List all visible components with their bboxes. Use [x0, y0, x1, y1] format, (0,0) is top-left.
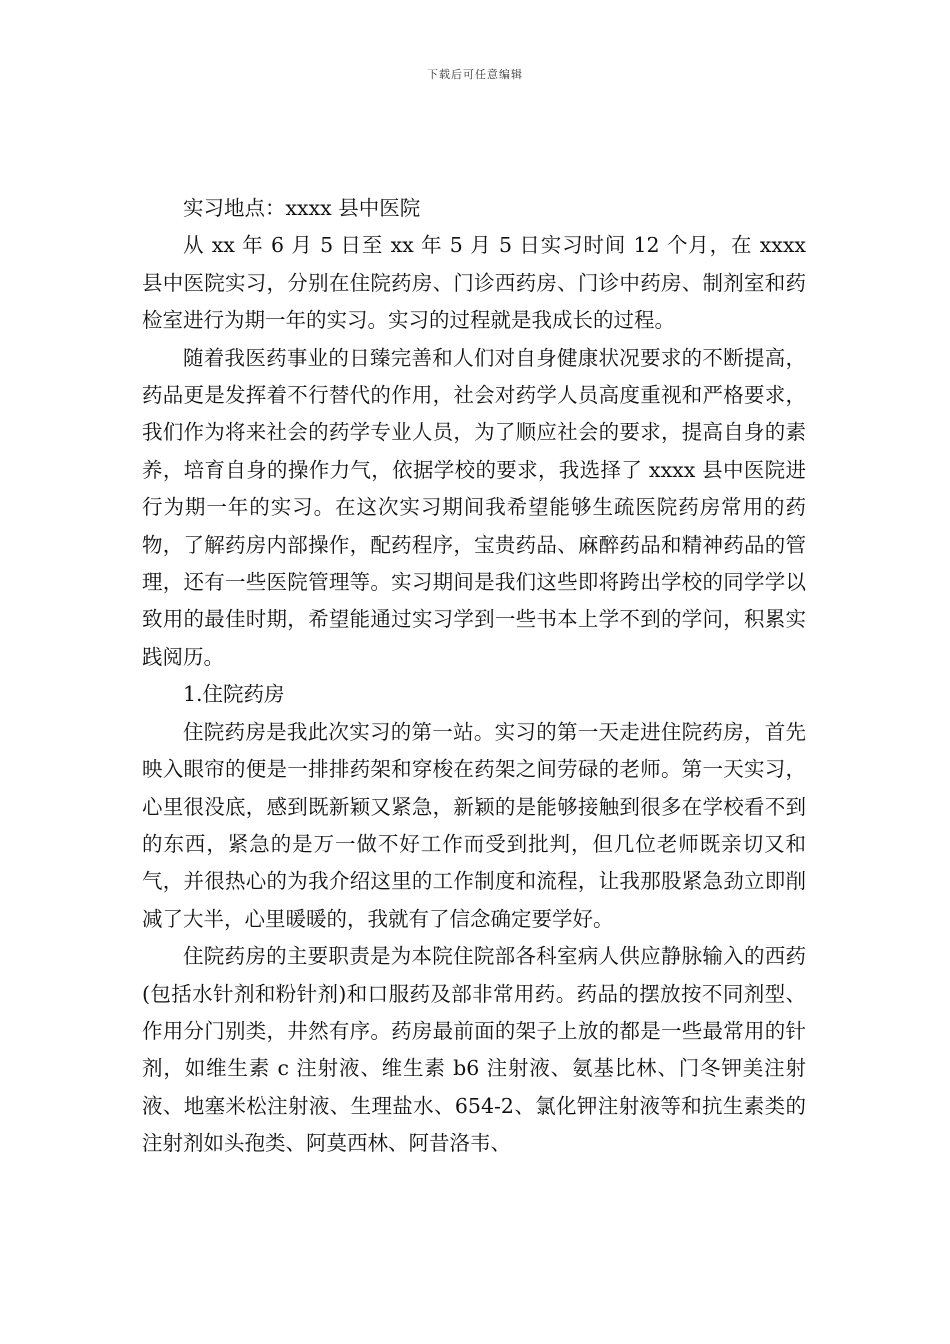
paragraph-duties: 住院药房的主要职责是为本院住院部各科室病人供应静脉输入的西药(包括水针剂和粉针剂)和口服药及部非常用药。药品的摆放按不同剂型、作用分门别类，井然有序。药房最前面的架子上放的都是一些最常用的针剂，如维生素 c 注射液、维生素 b6 注射液、氨基比林、门冬钾美注射液、地塞米松注射液、生理盐水、654-2、氯化钾注射液等和抗生素类的注射剂如头孢类、阿莫西林、阿昔洛韦、 [142, 944, 806, 1156]
paragraph-purpose: 随着我医药事业的日臻完善和人们对自身健康状况要求的不断提高，药品更是发挥着不行替代的作用，社会对药学人员高度重视和严格要求，我们作为将来社会的药学专业人员，为了顺应社会的要求，提高自身的素养，培育自身的操作力气，依据学校的要求，我选择了 xxxx 县中医院进行为期一年的实习。在这次实习期间我希望能够生疏医院药房常用的药物，了解药房内部操作，配药程序，宝贵药品、麻醉药品和精神药品的管理，还有一些医院管理等。实习期间是我们这些即将跨出学校的同学学以致用的最佳时期，希望能通过实习学到一些书本上学不到的学问，积累实践阅历。 [142, 345, 806, 669]
paragraph-location: 实习地点：xxxx 县中医院 [183, 196, 421, 220]
page-header: 下载后可任意编辑 [427, 68, 523, 81]
paragraph-period: 从 xx 年 6 月 5 日至 xx 年 5 月 5 日实习时间 12 个月，在 xxxx 县中医院实习，分别在住院药房、门诊西药房、门诊中药房、制剂室和药检室进行为期一年的实习。实习的过程就是我成长的过程。 [142, 233, 806, 333]
section-heading: 1.住院药房 [183, 682, 285, 707]
paragraph-first-day: 住院药房是我此次实习的第一站。实习的第一天走进住院药房，首先映入眼帘的便是一排排药架和穿梭在药架之间劳碌的老师。第一天实习，心里很没底，感到既新颖又紧急，新颖的是能够接触到很多在学校看不到的东西，紧急的是万一做不好工作而受到批判，但几位老师既亲切又和气，并很热心的为我介绍这里的工作制度和流程，让我那股紧急劲立即削减了大半，心里暖暖的，我就有了信念确定要学好。 [142, 719, 806, 931]
document-body [142, 190, 806, 1163]
